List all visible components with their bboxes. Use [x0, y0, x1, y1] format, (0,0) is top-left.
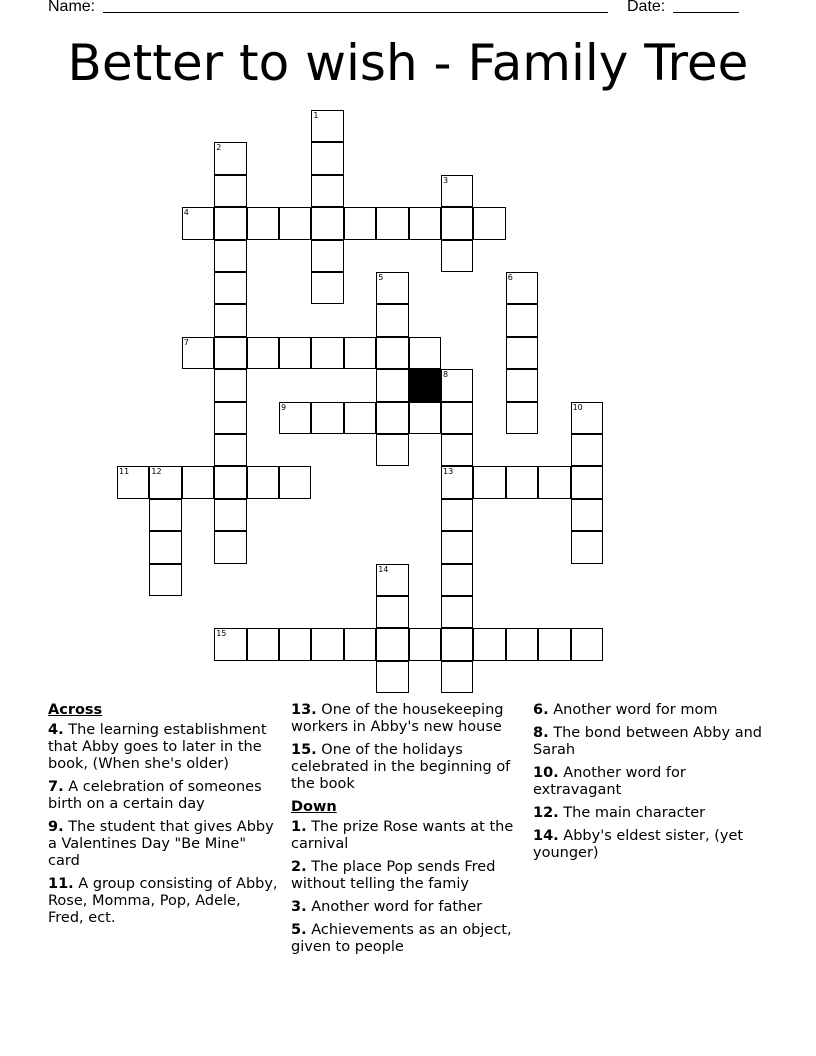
- crossword-cell[interactable]: [117, 466, 149, 498]
- clue-number-label: 2.: [291, 859, 307, 875]
- clue-number-label: 14.: [533, 828, 559, 844]
- crossword-cell[interactable]: [311, 402, 343, 434]
- page-title: Better to wish - Family Tree: [67, 34, 749, 92]
- clue-number-label: 5.: [291, 922, 307, 938]
- crossword-cell[interactable]: [376, 304, 408, 336]
- crossword-cell[interactable]: [506, 304, 538, 336]
- crossword-cell[interactable]: [506, 466, 538, 498]
- clue-number: 6: [507, 273, 513, 282]
- crossword-cell[interactable]: [311, 272, 343, 304]
- crossword-cell[interactable]: [344, 402, 376, 434]
- crossword-cell[interactable]: [506, 369, 538, 401]
- clue-text: The learning establishment that Abby goes to later in the book, (When she's older): [48, 722, 267, 772]
- crossword-cell[interactable]: [214, 142, 246, 174]
- across-clue-list-continued: [291, 702, 527, 793]
- clue-text: A celebration of someones birth on a certain day: [48, 779, 262, 812]
- down-clue-list-continued: [533, 702, 765, 862]
- crossword-cell[interactable]: [311, 628, 343, 660]
- date-label: Date:: [627, 0, 666, 15]
- crossword-cell[interactable]: [311, 110, 343, 142]
- clue-number: 12: [151, 467, 162, 477]
- crossword-cell[interactable]: [571, 531, 603, 563]
- clue-number-label: 15.: [291, 742, 317, 758]
- crossword-cell[interactable]: [506, 272, 538, 304]
- clue-item: [291, 702, 527, 736]
- crossword-cell[interactable]: [473, 207, 505, 239]
- crossword-cell[interactable]: [538, 466, 570, 498]
- clue-item: [533, 765, 765, 799]
- crossword-cell[interactable]: [214, 369, 246, 401]
- clue-text: Another word for extravagant: [533, 765, 686, 798]
- crossword-cell[interactable]: [149, 531, 181, 563]
- crossword-cell[interactable]: [441, 207, 473, 239]
- clue-number: 3: [443, 175, 449, 185]
- crossword-cell[interactable]: [214, 402, 246, 434]
- crossword-cell[interactable]: [214, 466, 246, 498]
- crossword-cell[interactable]: [409, 337, 441, 369]
- clue-item: [533, 702, 765, 719]
- clue-text: The student that gives Abby a Valentines Day "Be Mine" card: [48, 819, 274, 869]
- across-heading: Across: [48, 702, 103, 718]
- crossword-cell[interactable]: [571, 402, 603, 434]
- crossword-cell[interactable]: [473, 628, 505, 660]
- clue-text: A group consisting of Abby, Rose, Momma, Pop, Adele, Fred, ect.: [48, 876, 278, 926]
- crossword-cell[interactable]: [506, 402, 538, 434]
- clue-text: The bond between Abby and Sarah: [533, 725, 762, 758]
- clue-item: [291, 859, 527, 893]
- crossword-cell[interactable]: [376, 564, 408, 596]
- crossword-cell[interactable]: [376, 207, 408, 239]
- crossword-cell[interactable]: [214, 531, 246, 563]
- clue-item: [291, 899, 527, 916]
- crossword-cell[interactable]: [571, 466, 603, 498]
- clue-number: 8: [443, 370, 449, 380]
- clue-number-label: 4.: [48, 722, 64, 738]
- crossword-cell[interactable]: [214, 207, 246, 239]
- crossword-cell[interactable]: [409, 628, 441, 660]
- clue-number-label: 9.: [48, 819, 64, 835]
- crossword-cell[interactable]: [441, 466, 473, 498]
- across-clue-list: [48, 722, 280, 927]
- crossword-cell[interactable]: [506, 628, 538, 660]
- clue-number: 10: [572, 402, 583, 412]
- crossword-cell[interactable]: [214, 434, 246, 466]
- crossword-cell[interactable]: [247, 466, 279, 498]
- clue-number: 2: [216, 143, 222, 153]
- crossword-cell[interactable]: [376, 337, 408, 369]
- clue-number: 9: [281, 402, 287, 412]
- crossword-cell[interactable]: [376, 661, 408, 693]
- clue-item: [533, 725, 765, 759]
- crossword-cell[interactable]: [441, 369, 473, 401]
- clue-number: 4: [183, 208, 189, 218]
- clue-number-label: 3.: [291, 899, 307, 915]
- clue-text: One of the housekeeping workers in Abby's new house: [291, 702, 504, 735]
- clues-column-3: [533, 702, 765, 868]
- clue-item: [48, 876, 280, 927]
- crossword-cell[interactable]: [214, 175, 246, 207]
- clue-number: 11: [119, 467, 130, 477]
- clue-text: Abby's eldest sister, (yet younger): [533, 828, 744, 861]
- crossword-cell[interactable]: [441, 402, 473, 434]
- clue-number-label: 1.: [291, 819, 307, 835]
- clue-item: [291, 742, 527, 793]
- clue-number: 1: [313, 111, 319, 120]
- crossword-cell[interactable]: [441, 531, 473, 563]
- clue-number-label: 6.: [533, 702, 549, 718]
- crossword-cell[interactable]: [247, 337, 279, 369]
- clue-item: [48, 722, 280, 773]
- clue-number: 14: [378, 564, 389, 574]
- crossword-cell[interactable]: [311, 142, 343, 174]
- clue-number-label: 11.: [48, 876, 74, 892]
- crossword-cell[interactable]: [441, 564, 473, 596]
- crossword-cell[interactable]: [441, 661, 473, 693]
- crossword-cell[interactable]: [279, 628, 311, 660]
- clue-number-label: 13.: [291, 702, 317, 718]
- crossword-cell[interactable]: [214, 272, 246, 304]
- crossword-cell[interactable]: [376, 369, 408, 401]
- crossword-cell[interactable]: [441, 499, 473, 531]
- clue-text: The place Pop sends Fred without telling the famiy: [291, 859, 496, 892]
- crossword-cell[interactable]: [149, 499, 181, 531]
- crossword-cell[interactable]: [311, 337, 343, 369]
- crossword-cell[interactable]: [214, 337, 246, 369]
- clue-number-label: 7.: [48, 779, 64, 795]
- down-clue-list: [291, 819, 527, 956]
- crossword-cell[interactable]: [441, 175, 473, 207]
- crossword-cell[interactable]: [279, 466, 311, 498]
- clue-number-label: 8.: [533, 725, 549, 741]
- clue-item: [48, 779, 280, 813]
- crossword-cell[interactable]: [247, 628, 279, 660]
- crossword-cell[interactable]: [571, 628, 603, 660]
- clue-item: [291, 819, 527, 853]
- clue-number-label: 12.: [533, 805, 559, 821]
- crossword-cell[interactable]: [149, 466, 181, 498]
- black-square: [409, 369, 441, 401]
- clue-number: 13: [443, 467, 454, 477]
- crossword-cell[interactable]: [376, 628, 408, 660]
- crossword-cell[interactable]: [311, 175, 343, 207]
- crossword-cell[interactable]: [376, 434, 408, 466]
- crossword-cell[interactable]: [344, 207, 376, 239]
- clue-number: 5: [378, 273, 384, 282]
- clues-column-2: [291, 702, 527, 962]
- clue-text: Another word for father: [306, 899, 483, 915]
- crossword-cell[interactable]: [441, 628, 473, 660]
- clue-number-label: 10.: [533, 765, 559, 781]
- clue-item: [48, 819, 280, 870]
- name-label: Name:: [48, 0, 96, 15]
- crossword-cell[interactable]: [506, 337, 538, 369]
- crossword-cell[interactable]: [473, 466, 505, 498]
- crossword-cell[interactable]: [149, 564, 181, 596]
- crossword-cell[interactable]: [214, 628, 246, 660]
- clue-number: 15: [216, 629, 227, 639]
- crossword-cell[interactable]: [538, 628, 570, 660]
- crossword-cell[interactable]: [441, 596, 473, 628]
- crossword-cell[interactable]: [376, 272, 408, 304]
- crossword-cell[interactable]: [571, 434, 603, 466]
- crossword-cell[interactable]: [182, 466, 214, 498]
- clue-text: Another word for mom: [548, 702, 718, 718]
- clue-item: [291, 922, 527, 956]
- crossword-cell[interactable]: [279, 337, 311, 369]
- clue-text: The main character: [558, 805, 706, 821]
- crossword-cell[interactable]: [182, 207, 214, 239]
- crossword-cell[interactable]: [441, 434, 473, 466]
- crossword-cell[interactable]: [279, 402, 311, 434]
- crossword-cell[interactable]: [182, 337, 214, 369]
- crossword-cell[interactable]: [571, 499, 603, 531]
- crossword-cell[interactable]: [409, 207, 441, 239]
- crossword-cell[interactable]: [279, 207, 311, 239]
- crossword-cell[interactable]: [311, 240, 343, 272]
- clue-text: One of the holidays celebrated in the beginning of the book: [291, 742, 511, 792]
- crossword-cell[interactable]: [311, 207, 343, 239]
- clue-item: [533, 828, 765, 862]
- crossword-cell[interactable]: [214, 240, 246, 272]
- crossword-cell[interactable]: [409, 402, 441, 434]
- clue-text: Achievements as an object, given to people: [291, 922, 512, 955]
- crossword-cell[interactable]: [441, 240, 473, 272]
- crossword-cell[interactable]: [214, 304, 246, 336]
- clue-text: The prize Rose wants at the carnival: [291, 819, 514, 852]
- clue-number: 7: [183, 337, 189, 347]
- crossword-cell[interactable]: [344, 628, 376, 660]
- down-heading: Down: [291, 799, 337, 815]
- crossword-cell[interactable]: [344, 337, 376, 369]
- crossword-cell[interactable]: [376, 402, 408, 434]
- crossword-cell[interactable]: [247, 207, 279, 239]
- clues-column-1: [48, 702, 280, 933]
- crossword-cell[interactable]: [214, 499, 246, 531]
- crossword-cell[interactable]: [376, 596, 408, 628]
- clue-item: [533, 805, 765, 822]
